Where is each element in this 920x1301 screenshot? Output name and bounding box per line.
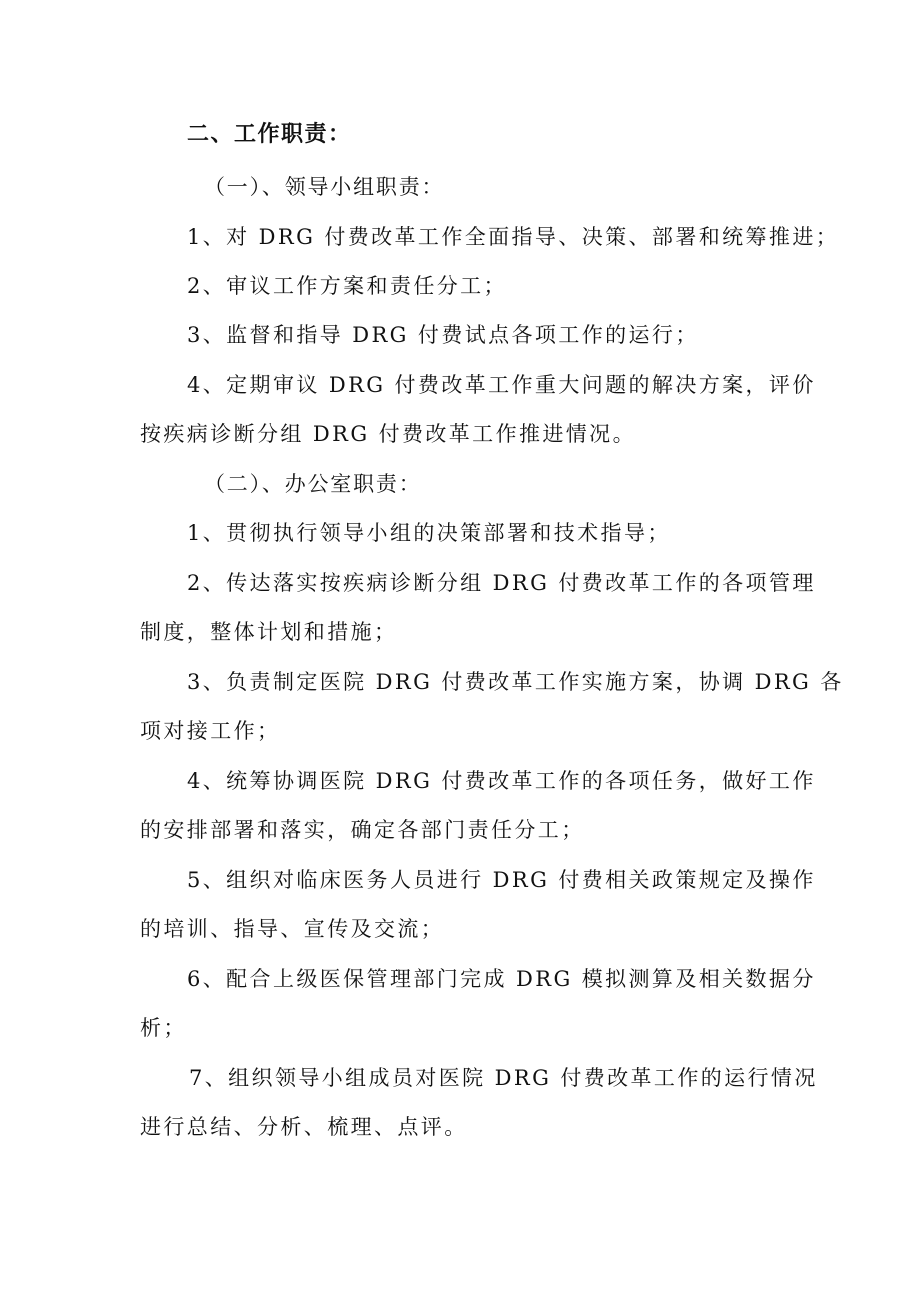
leadership-item-2: 2、审议工作方案和责任分工； [187, 274, 507, 298]
section-heading: 二、工作职责： [187, 122, 352, 147]
office-item-2-continued: 制度，整体计划和措施； [140, 620, 398, 644]
subsection-title-office: （二）、办公室职责： [204, 472, 422, 496]
leadership-item-4: 4、定期审议 DRG 付费改革工作重大问题的解决方案，评价 [187, 373, 816, 397]
leadership-item-1: 1、对 DRG 付费改革工作全面指导、决策、部署和统筹推进； [187, 225, 840, 249]
office-item-6: 6、配合上级医保管理部门完成 DRG 模拟测算及相关数据分 [187, 967, 816, 991]
office-item-1: 1、贯彻执行领导小组的决策部署和技术指导； [187, 521, 671, 545]
leadership-item-4-continued: 按疾病诊断分组 DRG 付费改革工作推进情况。 [140, 422, 636, 446]
office-item-5: 5、组织对临床医务人员进行 DRG 付费相关政策规定及操作 [187, 868, 816, 892]
office-item-4-continued: 的安排部署和落实，确定各部门责任分工； [140, 818, 585, 842]
subsection-title-leadership: （一）、领导小组职责： [204, 175, 445, 199]
office-item-3-continued: 项对接工作； [140, 719, 281, 743]
office-item-7-continued: 进行总结、分析、梳理、点评。 [140, 1115, 468, 1139]
office-item-5-continued: 的培训、指导、宣传及交流； [140, 917, 445, 941]
office-item-3: 3、负责制定医院 DRG 付费改革工作实施方案，协调 DRG 各 [187, 670, 844, 694]
office-item-6-continued: 析； [140, 1016, 187, 1040]
office-item-2: 2、传达落实按疾病诊断分组 DRG 付费改革工作的各项管理 [187, 571, 816, 595]
office-item-4: 4、统筹协调医院 DRG 付费改革工作的各项任务，做好工作 [187, 769, 816, 793]
office-item-7: 7、组织领导小组成员对医院 DRG 付费改革工作的运行情况 [189, 1066, 818, 1090]
leadership-item-3: 3、监督和指导 DRG 付费试点各项工作的运行； [187, 323, 699, 347]
